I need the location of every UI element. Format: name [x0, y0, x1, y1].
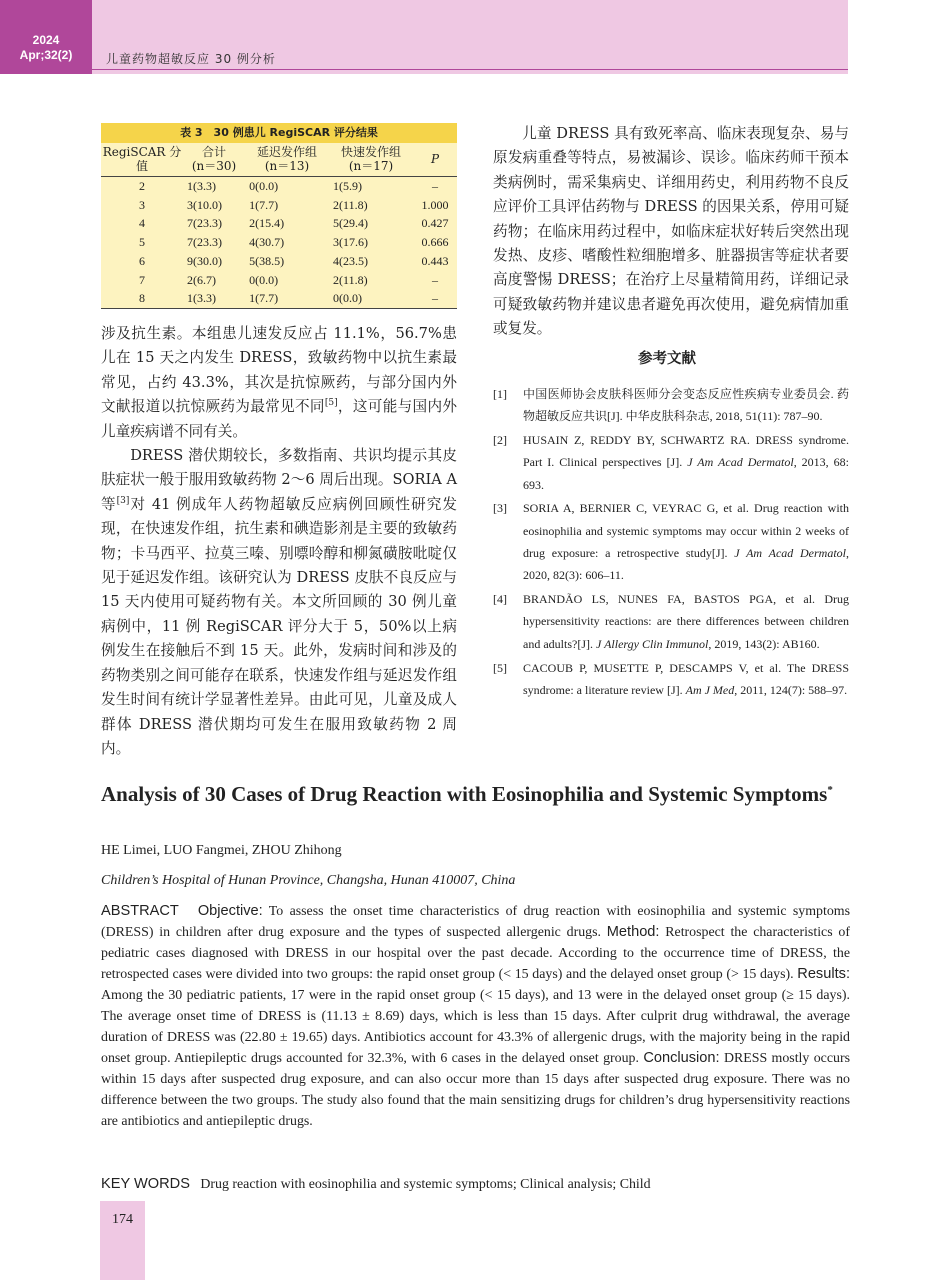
header-issue: Apr;32(2): [19, 48, 73, 62]
english-abstract: ABSTRACT Objective: To assess the onset time characteristics of drug reaction with eosinophilia and systemic symptoms (DRESS) in children after drug exposure and the types of suspected allergenic drugs. Method: Retrospect the characteristics of pediatric cases diagnosed with DRESS in our hospital over the past decade. According to the occurrence time of DRESS, the retrospected cases were divided into two groups: the rapid onset group (< 15 days) and the delayed onset group (> 15 days). Results: Among the 30 pediatric patients, 17 were in the rapid onset group (< 15 days), and 13 were in the delayed onset group (≥ 15 days). The average onset time of DRESS is (11.13 ± 8.69) days, which is less than 15 days. After culprit drug withdrawal, the average duration of DRESS was (22.80 ± 19.65) days. Antibiotics account for 43.3% of allergenic drugs, with the majority being in the rapid onset group. Antiepileptic drugs accounted for 32.3%, with 6 cases in the delayed onset group. Conclusion: DRESS mostly occurs within 15 days after suspected drug exposure, and can also occur more than 15 days after suspected drug exposure. There was no difference between the two groups. The study also found that the main sensitizing drugs for children’s drug hypersensitivity reactions are antibiotics and antiepileptic drugs.: [101, 903, 850, 1129]
table-row: 3 3(10.0) 1(7.7) 2(11.8) 1.000: [139, 197, 449, 212]
right-column-paragraph: 儿童 DRESS 具有致死率高、临床表现复杂、易与原发病重叠等特点，易被漏诊、误诊。临床药师干预本类病例时，需采集病史、详细用药史，利用药物不良反应评价工具评估药物与 DRESS 的因果关系，停用可疑药物；在临床用药过程中，如临床症状好转后突然出现发热、皮疹、嗜酸性粒细胞增多、脏器损害等症状者要高度警惕 DRESS；在治疗上尽量精简用药，详细记录可疑致敏药物并建议患者避免再次使用，避免病情加重或复发。: [493, 125, 849, 338]
reference-item: [3] SORIA A, BERNIER C, VEYRAC G, et al. Drug reaction with eosinophilia and systemic symptoms may occur within 2 weeks of drug exposure: a retrospective study[J]. J Am Acad Dermatol, 2020, 82(3): 606–11.: [493, 501, 849, 583]
table-3: [101, 123, 457, 309]
reference-item: [1] 中国医师协会皮肤科医师分会变态反应性疾病专业委员会. 药物超敏反应共识[J]. 中华皮肤科杂志, 2018, 51(11): 787–90.: [493, 387, 849, 424]
page-number: 174: [112, 1212, 133, 1227]
journal-issue-box: [0, 0, 92, 74]
table-header: P: [413, 143, 457, 177]
table-caption: 表 3 30 例患儿 RegiSCAR 评分结果: [101, 123, 457, 143]
reference-item: [5] CACOUB P, MUSETTE P, DESCAMPS V, et al. The DRESS syndrome: a literature review [J]. Am J Med, 2011, 124(7): 588–97.: [493, 660, 849, 697]
regiscar-table: [101, 143, 457, 309]
english-title: Analysis of 30 Cases of Drug Reaction with Eosinophilia and Systemic Symptoms*: [101, 782, 833, 806]
left-column: [101, 322, 457, 761]
references-heading: 参考文献: [638, 351, 696, 367]
table-header: 合计 (n＝30): [183, 143, 245, 177]
keywords: KEY WORDS Drug reaction with eosinophilia and systemic symptoms; Clinical analysis; Child: [101, 1176, 651, 1192]
table-row: 4 7(23.3) 2(15.4) 5(29.4) 0.427: [139, 216, 449, 231]
table-row: 7 2(6.7) 0(0.0) 2(11.8) –: [139, 272, 438, 287]
header-rule: [92, 69, 848, 70]
reference-list: [493, 383, 849, 703]
reference-item: [4] BRANDÃO LS, NUNES FA, BASTOS PGA, et al. Drug hypersensitivity reactions: are there differences between children and adults?[J]. J Allergy Clin Immunol, 2019, 143(2): AB160.: [493, 592, 849, 651]
paragraph: 涉及抗生素。本组患儿速发反应占 11.1%，56.7%患儿在 15 天之内发生 DRESS，致敏药物中以抗生素最常见，占约 43.3%，其次是抗惊厥药，与部分国内外文献报道以抗惊厥药为最常见不同[5]，这可能与国内外儿童疾病谱不同有关。: [101, 325, 457, 440]
english-affiliation: Children’s Hospital of Hunan Province, Changsha, Hunan 410007, China: [101, 873, 516, 888]
table-row: 6 9(30.0) 5(38.5) 4(23.5) 0.443: [139, 253, 449, 268]
table-header: RegiSCAR 分值: [101, 143, 183, 177]
table-header: 快速发作组 (n＝17): [329, 143, 413, 177]
citation[interactable]: [3]: [116, 495, 130, 506]
citation[interactable]: [5]: [324, 398, 338, 409]
table-row: 8 1(3.3) 1(7.7) 0(0.0) –: [101, 289, 457, 308]
english-authors: HE Limei, LUO Fangmei, ZHOU Zhihong: [101, 843, 342, 858]
table-row: 2 1(3.3) 0(0.0) 1(5.9) –: [139, 179, 438, 193]
header-year: 2024: [32, 33, 60, 47]
reference-item: [2] HUSAIN Z, REDDY BY, SCHWARTZ RA. DRESS syndrome. Part I. Clinical perspectives [J]. J Am Acad Dermatol, 2013, 68: 693.: [493, 433, 849, 492]
running-title: 儿童药物超敏反应 30 例分析: [106, 52, 276, 66]
table-header: 延迟发作组 (n＝13): [245, 143, 329, 177]
table-row: 5 7(23.3) 4(30.7) 3(17.6) 0.666: [139, 235, 449, 250]
paragraph: DRESS 潜伏期较长，多数指南、共识均提示其皮肤症状一般于服用致敏药物 2～6 周后出现。SORIA A 等[3]对 41 例成年人药物超敏反应病例回顾性研究发现，在快速发作组，抗生素和碘造影剂是主要的致敏药物；卡马西平、拉莫三嗪、别嘌呤醇和柳氮磺胺吡啶仅见于延迟发作组。该研究认为 DRESS 皮肤不良反应与 15 天内使用可疑药物有关。本文所回顾的 30 例儿童病例中，11 例 RegiSCAR 评分大于 5，50%以上病例发生在接触后不到 15 天。此外，发病时间和涉及的药物类别之间可能存在联系，快速发作组与延迟发作组发生时间有统计学显著性差异。由此可见，儿童及成人群体 DRESS 潜伏期均可发生在服用致敏药物 2 周内。: [101, 447, 457, 757]
